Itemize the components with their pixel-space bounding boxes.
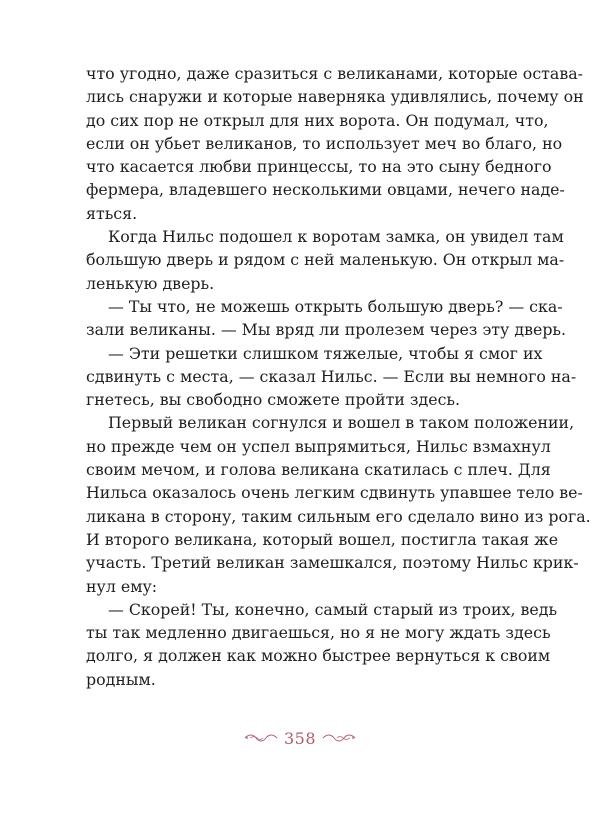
text-line: Нильса оказалось очень легким сдвинуть упавшее тело ве- (86, 483, 583, 503)
text-line: яться. (86, 203, 138, 223)
text-line: нул ему: (86, 576, 158, 596)
text-line: если он убьет великанов, то использует меч во благо, но (86, 133, 563, 153)
text-line: — Эти решетки слишком тяжелые, чтобы я смог их (108, 343, 543, 363)
text-line: ленькую дверь. (86, 273, 215, 293)
text-line: И второго великана, который вошел, постигла такая же (86, 529, 559, 549)
text-line: своим мечом, и голова великана скатилась с плеч. Для (86, 460, 551, 480)
text-line: большую дверь и рядом с ней маленькую. Он открыл ма- (86, 250, 565, 270)
text-line: родным. (86, 669, 156, 689)
text-line: — Ты что, не можешь открыть большую дверь? — ска- (108, 296, 563, 316)
text-line: зали великаны. — Мы вряд ли пролезем через эту дверь. (86, 320, 567, 340)
text-line: лись снаружи и которые наверняка удивлялись, почему он (86, 87, 584, 107)
right-ornament-icon (322, 732, 356, 744)
text-line: — Скорей! Ты, конечно, самый старый из троих, ведь (108, 599, 558, 619)
body-text (86, 62, 591, 691)
text-line: Когда Нильс подошел к воротам замка, он увидел там (108, 227, 564, 247)
text-line: что угодно, даже сразиться с великанами, которые остава- (86, 64, 583, 83)
text-line: фермера, владевшего несколькими овцами, нечего наде- (86, 180, 565, 200)
text-line: гнетесь, вы свободно сможете пройти здесь. (86, 390, 461, 410)
text-line: долго, я должен как можно быстрее вернуться к своим (86, 646, 551, 666)
text-line: Первый великан согнулся и вошел в таком положении, (108, 413, 575, 433)
text-line: ты так медленно двигаешься, но я не могу ждать здесь (86, 623, 551, 643)
text-line: что касается любви принцессы, то на это сыну бедного (86, 157, 552, 177)
left-ornament-icon (244, 732, 278, 744)
text-line: сдвинуть с места, — сказал Нильс. — Если вы немного на- (86, 366, 577, 386)
text-line: до сих пор не открыл для них ворота. Он подумал, что, (86, 110, 549, 130)
page-folio (0, 728, 600, 748)
text-line: участь. Третий великан замешкался, поэтому Нильс крик- (86, 553, 579, 573)
text-line: но прежде чем он успел выпрямиться, Нильс взмахнул (86, 436, 551, 456)
page-number: 358 (283, 728, 317, 748)
text-line: ликана в сторону, таким сильным его сделало вино из рога. (86, 506, 591, 526)
